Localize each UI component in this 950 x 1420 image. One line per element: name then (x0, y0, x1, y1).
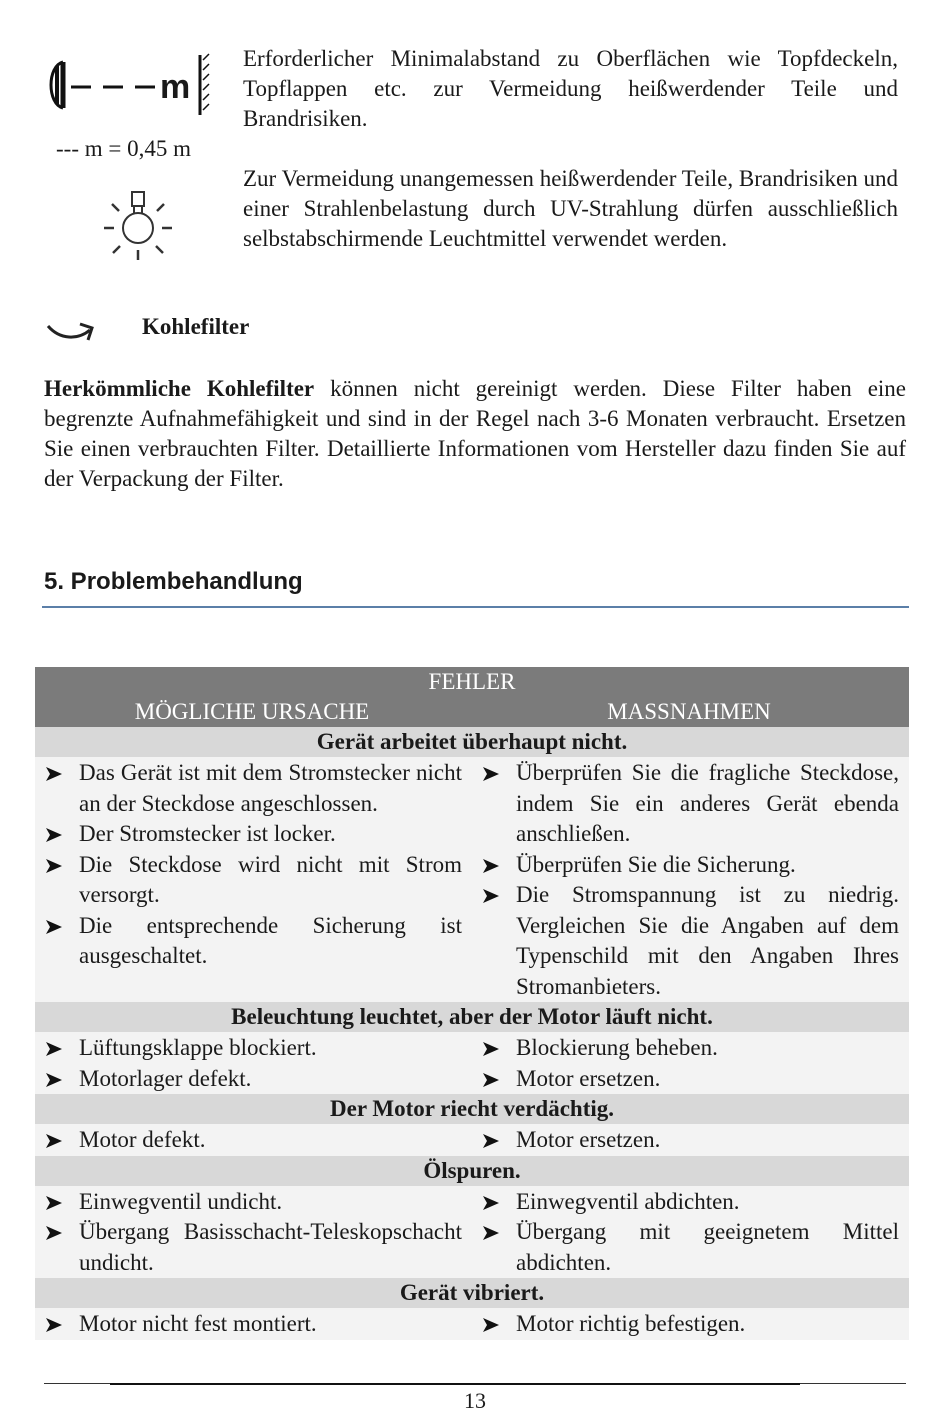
action-item-text: Einwegventil abdichten. (516, 1188, 740, 1214)
cause-item (43, 1217, 462, 1278)
arrowhead-bullet-icon (482, 858, 500, 874)
cause-item-text: Lüftungsklappe blockiert. (79, 1035, 317, 1060)
kohlefilter-paragraph-text: können nicht gereinigt werden. Diese Filter haben eine begrenzte Aufnahmefähigkeit und sind in der Regel nach 3-6 Monaten verbraucht. Ersetzen Sie einen verbrauchten Filter. Detaillierte Informationen vom Hersteller dazu finden Sie auf der Verpackung der Filter. (44, 376, 906, 491)
group-row (35, 1308, 909, 1340)
action-item (480, 1187, 899, 1218)
arrowhead-bullet-icon (45, 1072, 63, 1088)
cause-item (43, 1309, 462, 1340)
wall-distance-icon (45, 50, 215, 120)
arrowhead-bullet-icon (45, 858, 63, 874)
arrowhead-bullet-icon (45, 827, 63, 843)
arrowhead-bullet-icon (45, 1133, 63, 1149)
arrowhead-bullet-icon (45, 1041, 63, 1057)
action-item-text: Blockierung beheben. (516, 1035, 718, 1060)
header-massnahmen: MASSNAHMEN (607, 699, 771, 724)
action-item (480, 1064, 899, 1095)
light-bulb-icon (100, 186, 176, 262)
arrowhead-bullet-icon (482, 1133, 500, 1149)
arrowhead-bullet-icon (45, 1225, 63, 1241)
cause-item (43, 911, 462, 972)
arrowhead-bullet-icon (482, 1072, 500, 1088)
cause-item-text: Das Gerät ist mit dem Stromstecker nicht an der Steckdose angeschlossen. (79, 760, 462, 816)
header-fehler: FEHLER (428, 669, 516, 694)
group-row (35, 757, 909, 1002)
action-list (472, 757, 909, 1002)
cause-item-text: Der Stromstecker ist locker. (79, 821, 336, 846)
cause-list (35, 1124, 472, 1156)
cause-item (43, 1064, 462, 1095)
group-title: Gerät vibriert. (35, 1278, 909, 1308)
distance-unit-letter: m (160, 68, 191, 106)
group-row (35, 1032, 909, 1094)
action-list (472, 1032, 909, 1094)
header-ursache: MÖGLICHE URSACHE (134, 699, 370, 724)
section-heading: 5. Problembehandlung (44, 568, 303, 595)
footer-divider-accent (110, 1383, 800, 1385)
arrowhead-bullet-icon (45, 766, 63, 782)
arrowhead-bullet-icon (45, 1195, 63, 1211)
bulb-paragraph: Zur Vermeidung unangemessen heißwerdender Teile, Brandrisiken und einer Strahlenbelastung durch UV-Strahlung dürfen ausschließlich selbstabschirmende Leuchtmittel verwendet werden. (243, 166, 898, 251)
cause-item (43, 758, 462, 819)
page-number: 13 (464, 1388, 486, 1413)
action-item (480, 880, 899, 1002)
action-item (480, 1217, 899, 1278)
cause-item-text: Übergang Basisschacht-Teleskopschacht undicht. (79, 1219, 462, 1275)
action-item (480, 1309, 899, 1340)
action-item-text: Die Stromspannung ist zu niedrig. Vergleichen Sie die Angaben auf dem Typenschild mit den Angaben Ihres Stromanbieters. (516, 882, 899, 999)
group-row (35, 1186, 909, 1279)
action-item-text: Motor ersetzen. (516, 1127, 661, 1152)
cause-list (35, 757, 472, 1002)
troubleshooting-table (35, 667, 909, 1340)
cause-item-text: Motor defekt. (79, 1127, 206, 1152)
action-list (472, 1308, 909, 1340)
cause-item-text: Die entsprechende Sicherung ist ausgeschaltet. (79, 912, 462, 968)
cause-list (35, 1032, 472, 1094)
group-row (35, 1124, 909, 1156)
arrowhead-bullet-icon (482, 1317, 500, 1333)
group-title: Der Motor riecht verdächtig. (35, 1094, 909, 1124)
table-body (35, 727, 909, 1340)
group-title: Beleuchtung leuchtet, aber der Motor läuft nicht. (35, 1002, 909, 1032)
group-title: Ölspuren. (35, 1156, 909, 1186)
cause-item-text: Motor nicht fest montiert. (79, 1311, 317, 1336)
arrowhead-bullet-icon (45, 919, 63, 935)
cause-item-text: Einwegventil undicht. (79, 1188, 283, 1214)
arrowhead-bullet-icon (482, 1225, 500, 1241)
action-item (480, 1033, 899, 1064)
cause-item (43, 819, 462, 850)
cause-item (43, 1125, 462, 1156)
cause-list (35, 1308, 472, 1340)
curved-arrow-icon (44, 310, 100, 350)
arrowhead-bullet-icon (482, 1195, 500, 1211)
action-item-text: Motor richtig befestigen. (516, 1311, 746, 1336)
kohlefilter-label: Kohlefilter (142, 314, 250, 339)
action-item-text: Überprüfen Sie die fragliche Steckdose, indem Sie ein anderes Gerät ebenda anschließen. (516, 760, 899, 846)
arrowhead-bullet-icon (482, 766, 500, 782)
cause-item (43, 1033, 462, 1064)
action-item (480, 1125, 899, 1156)
distance-caption: --- m = 0,45 m (56, 136, 191, 161)
cause-item (43, 850, 462, 911)
kohlefilter-paragraph-bold: Herkömmliche Kohlefilter (44, 376, 315, 401)
action-item-text: Übergang mit geeignetem Mittel abdichten. (516, 1219, 899, 1275)
action-list (472, 1186, 909, 1279)
action-item-text: Überprüfen Sie die Sicherung. (516, 851, 796, 877)
arrowhead-bullet-icon (482, 1041, 500, 1057)
action-list (472, 1124, 909, 1156)
cause-item-text: Motorlager defekt. (79, 1065, 252, 1091)
cause-item-text: Die Steckdose wird nicht mit Strom versorgt. (79, 851, 462, 907)
action-item (480, 850, 899, 881)
table-header (35, 667, 909, 727)
arrowhead-bullet-icon (45, 1317, 63, 1333)
action-item-text: Motor ersetzen. (516, 1065, 661, 1091)
arrowhead-bullet-icon (482, 888, 500, 904)
group-title: Gerät arbeitet überhaupt nicht. (35, 727, 909, 757)
distance-paragraph: Erforderlicher Minimalabstand zu Oberflächen wie Topfdeckeln, Topflappen etc. zur Vermeidung heißwerdender Teile und Brandrisiken. (243, 46, 898, 131)
action-item (480, 758, 899, 850)
cause-item (43, 1187, 462, 1218)
cause-list (35, 1186, 472, 1279)
kohlefilter-paragraph (44, 374, 906, 494)
section-divider (42, 606, 909, 608)
